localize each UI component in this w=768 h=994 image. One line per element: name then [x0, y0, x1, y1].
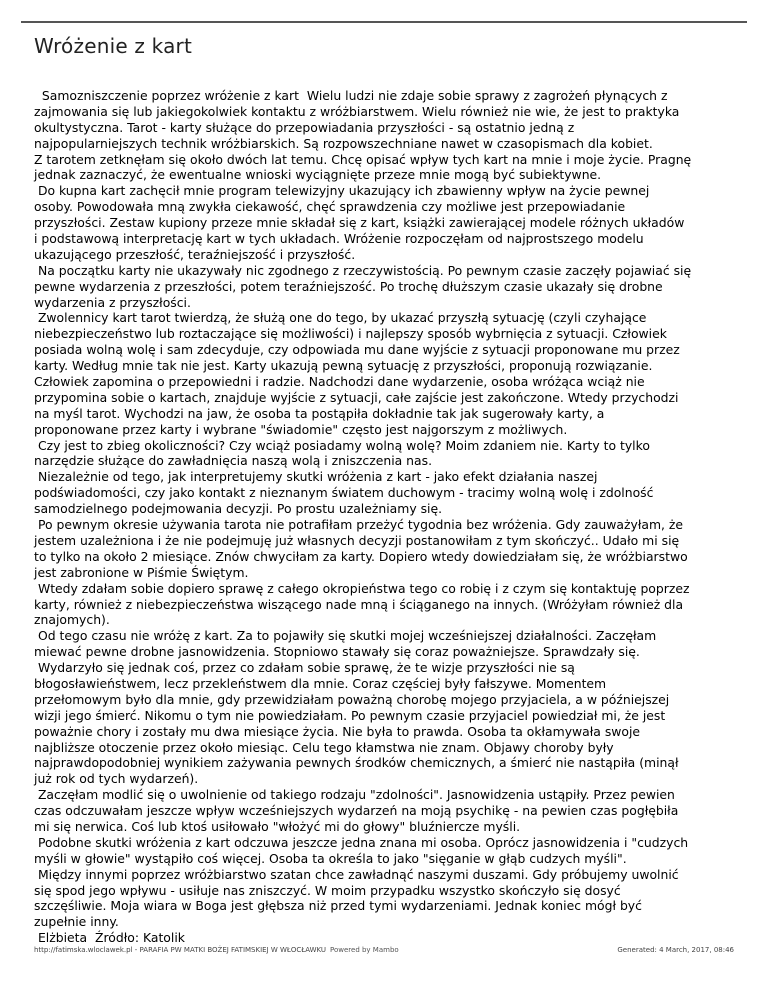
article-line: najpopularniejszych technik wróżbiarskich. Są rozpowszechniane nawet w czasopismach dla kobiet.: [34, 135, 653, 151]
article-line: Wtedy zdałam sobie dopiero sprawę z całego okropieństwa tego co robię i z czym się kontaktuję poprzez: [34, 580, 690, 596]
article-line: mi się nerwica. Coś lub ktoś usiłowało "włożyć mi do głowy" bluźniercze myśli.: [34, 818, 521, 834]
article-line: zajmowania się lub jakiegokolwiek kontaktu z wróżbiarstwem. Wielu również nie wie, że jest to praktyka: [34, 103, 680, 119]
article-line: Zwolennicy kart tarot twierdzą, że służą one do tego, by ukazać przyszłą sytuację (czyli czyhające: [34, 310, 647, 326]
article-line: wizji jego śmierć. Nikomu o tym nie powiedziałam. Po pewnym czasie przyjaciel powiedział mi, że jest: [34, 707, 666, 723]
article-line: już rok od tych wydarzeń).: [34, 771, 199, 787]
article-line: na myśl tarot. Wychodzi na jaw, że osoba ta postąpiła dokładnie tak jak sugerowały karty, a: [34, 405, 605, 421]
article-line: Niezależnie od tego, jak interpretujemy skutki wróżenia z kart - jako efekt działania naszej: [34, 469, 598, 485]
article-line: poważnie chory i zostały mu dwa miesiące życia. Nie była to prawda. Osoba ta okłamywała swoje: [34, 723, 641, 739]
article-line: Do kupna kart zachęcił mnie program telewizyjny ukazujący ich zbawienny wpływ na życie pewnej: [34, 183, 650, 199]
article-line: najbliższe otoczenie przez około miesiąc. Celu tego kłamstwa nie znam. Objawy choroby były: [34, 739, 614, 755]
article-line: Na początku karty nie ukazywały nic zgodnego z rzeczywistością. Po pewnym czasie zaczęły pojawiać się: [34, 262, 692, 278]
article-line: Z tarotem zetknęłam się około dwóch lat temu. Chcę opisać wpływ tych kart na mnie i moje życie. Pragnę: [34, 151, 692, 167]
article-line: wydarzenia z przyszłości.: [34, 294, 191, 310]
article-line: przełomowym było dla mnie, gdy przewidziałam poważną chorobę mojego przyjaciela, a w późniejszej: [34, 691, 670, 707]
article-line: Czy jest to zbieg okoliczności? Czy wciąż posiadamy wolną wolę? Moim zdaniem nie. Karty to tylko: [34, 437, 650, 453]
article-line: jestem uzależniona i że nie podejmuję już własnych decyzji postanowiłam z tym skończyć.. Udało mi się: [34, 532, 680, 548]
article-line: przyszłości. Zestaw kupiony przeze mnie składał się z kart, książki zawierającej modele różnych układów: [34, 215, 685, 231]
article-body: [34, 88, 740, 946]
article-line: Podobne skutki wróżenia z kart odczuwa jeszcze jedna znana mi osoba. Oprócz jasnowidzenia i "cudzych: [34, 834, 689, 850]
article-line: Elżbieta Źródło: Katolik: [34, 930, 185, 946]
article-line: niebezpieczeństwo lub roztaczające się możliwości) i najlepszy sposób wybrnięcia z sytuacji. Człowiek: [34, 326, 667, 342]
article-line: czas odczuwałam jeszcze wpływ wcześniejszych wydarzeń na moją psychikę - na pewien czas pogłębiła: [34, 803, 679, 819]
article-line: Po pewnym okresie używania tarota nie potrafiłam przeżyć tygodnia bez wróżenia. Gdy zauważyłam, że: [34, 517, 684, 533]
article-line: osoby. Powodowała mną zwykła ciekawość, chęć sprawdzenia czy możliwe jest przepowiadanie: [34, 199, 626, 215]
article-line: samodzielnego podejmowania decyzji. Po prostu uzależniamy się.: [34, 501, 443, 517]
article-line: Wydarzyło się jednak coś, przez co zdałam sobie sprawę, że te wizje przyszłości nie są: [34, 660, 575, 676]
article-line: jednak zaznaczyć, że ewentualne wnioski wyciągnięte przeze mnie mogą być subiektywne.: [34, 167, 602, 183]
article-line: myśli w głowie" wystąpiło coś więcej. Osoba ta określa to jako "sięganie w głąb cudzych myśli".: [34, 850, 627, 866]
article-line: Od tego czasu nie wróżę z kart. Za to pojawiły się skutki mojej wcześniejszej działalności. Zaczęłam: [34, 628, 657, 644]
article-line: proponowane przez karty i wybrane "świadomie" często jest najgorszym z możliwych.: [34, 421, 568, 437]
article-line: to tylko na około 2 miesiące. Znów chwyciłam za karty. Dopiero wtedy dowiedziałam się, że wróżbiarstwo: [34, 548, 688, 564]
article-line: miewać pewne drobne jasnowidzenia. Stopniowo stawały się coraz poważniejsze. Sprawdzały się.: [34, 644, 640, 660]
article-line: jest zabronione w Piśmie Świętym.: [34, 564, 249, 580]
article-line: i podstawową interpretację kart w tych układach. Wróżenie rozpoczęłam od najprostszego modelu: [34, 231, 644, 247]
article-line: pewne wydarzenia z przeszłości, potem teraźniejszość. Po trochę dłuższym czasie ukazały się drobne: [34, 278, 663, 294]
article-line: Zaczęłam modlić się o uwolnienie od takiego rodzaju "zdolności". Jasnowidzenia ustąpiły. Przez pewien: [34, 787, 675, 803]
article-line: karty. Według mnie tak nie jest. Karty ukazują pewną sytuację z przyszłości, proponują rozwiązanie.: [34, 358, 653, 374]
page-title: Wróżenie z kart: [34, 34, 192, 58]
article-line: Człowiek zapomina o przepowiedni i radzie. Nadchodzi dane wydarzenie, osoba wróżąca wciąż nie: [34, 374, 645, 390]
article-line: przypomina sobie o kartach, znajduje wyjście z sytuacji, całe zajście jest zakończone. Wtedy przychodzi: [34, 389, 679, 405]
top-divider: [21, 21, 747, 23]
article-line: Samozniszczenie poprzez wróżenie z kart Wielu ludzi nie zdaje sobie sprawy z zagrożeń płynących z: [34, 88, 668, 103]
article-line: ukazującego przeszłość, teraźniejszość i przyszłość.: [34, 246, 356, 262]
article-line: podświadomości, czy jako kontakt z nieznanym światem duchowym - tracimy wolną wolę i zdolność: [34, 485, 654, 501]
article-line: okultystyczna. Tarot - karty służące do przepowiadania przyszłości - są ostatnio jedną z: [34, 119, 575, 135]
footer-source-url[interactable]: http://fatimska.wloclawek.pl - PARAFIA PW MATKI BOŻEJ FATIMSKIEJ W WŁOCŁAWKU: [34, 946, 327, 954]
article-line: szczęśliwie. Moja wiara w Boga jest głębsza niż przed tymi wydarzeniami. Jednak koniec mógł być: [34, 898, 642, 914]
article-line: się spod jego wpływu - usiłuje nas zniszczyć. W moim przypadku wszystko skończyło się dosyć: [34, 882, 621, 898]
article-line: zupełnie inny.: [34, 914, 119, 930]
footer-powered-by: Powered by Mambo: [330, 946, 399, 954]
article-line: znajomych).: [34, 612, 110, 628]
article-line: Między innymi poprzez wróżbiarstwo szatan chce zawładnąć naszymi duszami. Gdy próbujemy uwolnić: [34, 866, 679, 882]
article-line: narzędzie służące do zawładnięcia naszą wolą i zniszczenia nas.: [34, 453, 433, 469]
footer-generated-date: Generated: 4 March, 2017, 08:46: [617, 946, 734, 954]
article-line: najprawdopodobniej wynikiem zażywania pewnych środków chemicznych, a śmierć nie nastąpiła (minął: [34, 755, 679, 771]
page-footer: [34, 946, 734, 960]
article-line: karty, również z niebezpieczeństwa wiszącego nade mną i ściąganego na innych. (Wróżyłam również dla: [34, 596, 684, 612]
article-line: błogosławieństwem, lecz przekleństwem dla mnie. Coraz częściej były fałszywe. Momentem: [34, 675, 607, 691]
article-line: posiada wolną wolę i sam zdecyduje, czy odpowiada mu dane wyjście z sytuacji proponowane mu przez: [34, 342, 680, 358]
